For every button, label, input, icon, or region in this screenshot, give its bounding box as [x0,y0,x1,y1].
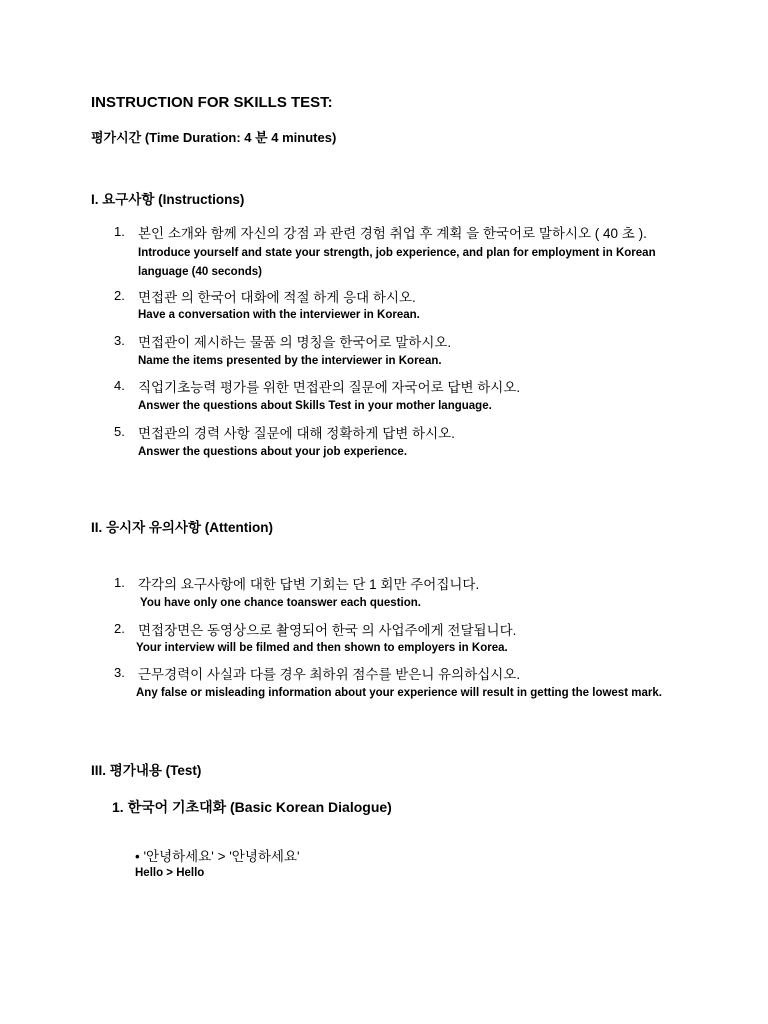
item-korean-text: 각각의 요구사항에 대한 답변 기회는 단 1 회만 주어집니다. [138,577,480,592]
item-korean-text: 면접관이 제시하는 물품 의 명칭을 한국어로 말하시오. [138,335,452,350]
item-english-text: You have only one chance toanswer each question. [140,597,421,609]
item-number: 5. [114,424,125,439]
item-korean-text: 근무경력이 사실과 다를 경우 최하위 점수를 받은니 유의하십시오. [138,667,521,682]
dialogue-english: Hello > Hello [135,867,205,879]
item-korean-text: 직업기초능력 평가를 위한 면접관의 질문에 자국어로 답변 하시오. [138,380,521,395]
item-number: 2. [114,288,125,303]
dialogue-bullet-korean: • '안녕하세요' > '안녕하세요' [135,849,300,864]
item-korean-text: 면접관 의 한국어 대화에 적절 하게 응대 하시오. [138,290,416,305]
item-number: 4. [114,378,125,393]
section-heading-instructions: I. 요구사항 (Instructions) [91,192,245,207]
item-number: 3. [114,665,125,680]
item-english-text: Introduce yourself and state your strength, job experience, and plan for employment in Korean language (40 seconds) [138,247,656,278]
item-korean-text: 면접장면은 동영상으로 촬영되어 한국 의 사업주에게 전달됩니다. [138,623,517,638]
item-number: 2. [114,621,125,636]
item-number: 1. [114,575,125,590]
item-english-text: Name the items presented by the interviewer in Korean. [138,355,442,367]
item-english-text: Any false or misleading information about your experience will result in getting the lowest mark. [136,687,662,699]
item-korean-text: 본인 소개와 함께 자신의 강점 과 관련 경험 취업 후 계획 을 한국어로 말하시오 ( 40 초 ). [138,226,647,241]
section-heading-test: III. 평가내용 (Test) [91,763,202,778]
subsection-heading-basic-dialogue: 1. 한국어 기초대화 (Basic Korean Dialogue) [112,799,392,815]
document-title: INSTRUCTION FOR SKILLS TEST: [91,94,333,111]
item-english-text: Answer the questions about your job experience. [138,446,408,458]
item-korean-text: 면접관의 경력 사항 질문에 대해 정확하게 답변 하시오. [138,426,455,441]
item-english-text: Have a conversation with the interviewer in Korean. [138,309,420,321]
item-english-text: Answer the questions about Skills Test in your mother language. [138,400,492,412]
time-duration: 평가시간 (Time Duration: 4 분 4 minutes) [91,130,337,145]
item-english-text: Your interview will be filmed and then shown to employers in Korea. [136,642,508,654]
item-number: 3. [114,333,125,348]
section-heading-attention: II. 응시자 유의사항 (Attention) [91,520,274,535]
item-number: 1. [114,224,125,239]
